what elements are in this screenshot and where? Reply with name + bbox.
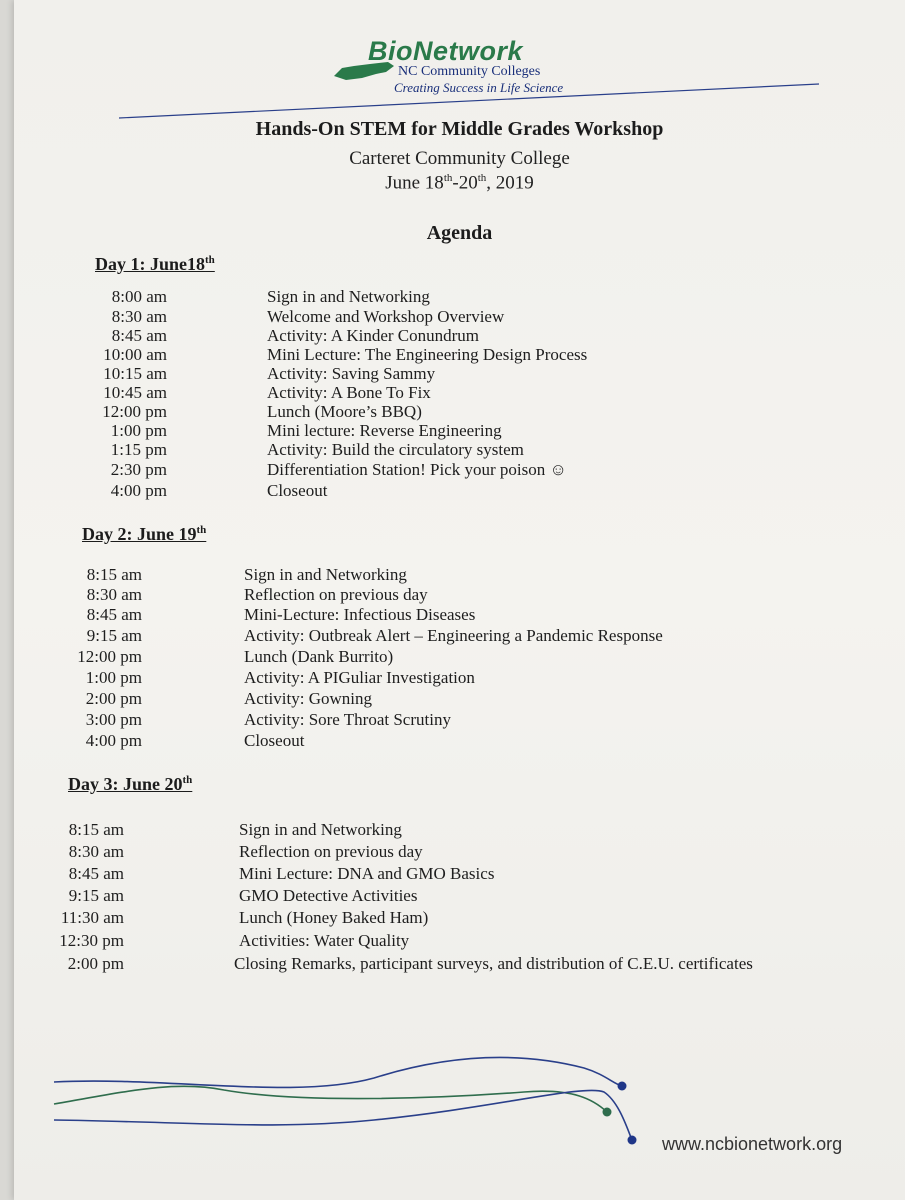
time: 8:45 am: [86, 605, 142, 624]
activity: Activity: A PIGuliar Investigation: [244, 668, 475, 687]
time: 10:00 am: [103, 345, 167, 364]
activity: Mini lecture: Reverse Engineering: [267, 421, 502, 440]
page-title: Hands-On STEM for Middle Grades Workshop: [255, 118, 664, 140]
time: 12:00 pm: [77, 647, 142, 666]
time: 8:30 am: [86, 585, 142, 604]
time: 12:30 pm: [59, 931, 124, 950]
day-2-heading: Day 2: June 19th: [82, 524, 207, 544]
logo-tagline: Creating Success in Life Science: [394, 80, 564, 95]
time: 1:00 pm: [110, 421, 167, 440]
activity: Reflection on previous day: [239, 842, 423, 861]
day-3-heading: Day 3: June 20th: [68, 774, 193, 794]
activity: Activity: Sore Throat Scrutiny: [244, 710, 451, 729]
logo-org: NC Community Colleges: [398, 64, 541, 79]
activity: Mini Lecture: DNA and GMO Basics: [239, 864, 495, 883]
time: 8:30 am: [68, 842, 124, 861]
activity: Sign in and Networking: [239, 820, 402, 839]
time: 8:45 am: [68, 864, 124, 883]
logo-brand: BioNetwork: [368, 36, 524, 66]
time: 8:15 am: [86, 565, 142, 584]
time: 2:30 pm: [110, 460, 167, 479]
document-page: [14, 0, 905, 1200]
time: 4:00 pm: [85, 731, 142, 750]
time: 8:30 am: [111, 307, 167, 326]
website-url: www.ncbionetwork.org: [662, 1134, 843, 1154]
activity: Activity: A Bone To Fix: [267, 383, 431, 402]
time: 10:15 am: [103, 364, 167, 383]
activity: Activity: Gowning: [244, 689, 372, 708]
time: 10:45 am: [103, 383, 167, 402]
activity: Sign in and Networking: [267, 287, 430, 306]
activity: Mini-Lecture: Infectious Diseases: [244, 605, 476, 624]
header-divider: [119, 82, 819, 122]
time: 8:45 am: [111, 326, 167, 345]
activity: Welcome and Workshop Overview: [267, 307, 505, 326]
activity: GMO Detective Activities: [239, 886, 418, 905]
time: 2:00 pm: [85, 689, 142, 708]
time: 2:00 pm: [67, 954, 124, 973]
activity: Mini Lecture: The Engineering Design Process: [267, 345, 588, 364]
decorative-waves: [44, 1040, 664, 1150]
activity: Closeout: [244, 731, 305, 750]
activity: Differentiation Station! Pick your poison ☺: [267, 460, 567, 479]
time: 3:00 pm: [85, 710, 142, 729]
time: 12:00 pm: [102, 402, 167, 421]
time: 1:15 pm: [110, 440, 167, 459]
activity: Lunch (Honey Baked Ham): [239, 908, 429, 927]
activity: Reflection on previous day: [244, 585, 428, 604]
activity: Lunch (Dank Burrito): [244, 647, 394, 666]
workshop-dates: June 18th-20th, 2019: [385, 172, 534, 194]
time: 8:15 am: [68, 820, 124, 839]
college-name: Carteret Community College: [349, 148, 570, 169]
time: 11:30 am: [60, 908, 124, 927]
agenda-heading: Agenda: [426, 222, 493, 244]
activity: Activity: Outbreak Alert – Engineering a Pandemic Response: [244, 626, 663, 645]
time: 1:00 pm: [85, 668, 142, 687]
time: 4:00 pm: [110, 481, 167, 500]
activity: Sign in and Networking: [244, 565, 407, 584]
activity: Activities: Water Quality: [239, 931, 410, 950]
time: 9:15 am: [68, 886, 124, 905]
activity: Lunch (Moore’s BBQ): [267, 402, 422, 421]
activity: Closeout: [267, 481, 328, 500]
activity: Activity: Saving Sammy: [267, 364, 436, 383]
day-1-heading: Day 1: June18th: [95, 254, 215, 274]
time: 9:15 am: [86, 626, 142, 645]
activity: Activity: Build the circulatory system: [267, 440, 524, 459]
activity: Activity: A Kinder Conundrum: [267, 326, 480, 345]
activity: Closing Remarks, participant surveys, and distribution of C.E.U. certificates: [234, 954, 753, 973]
time: 8:00 am: [111, 287, 167, 306]
